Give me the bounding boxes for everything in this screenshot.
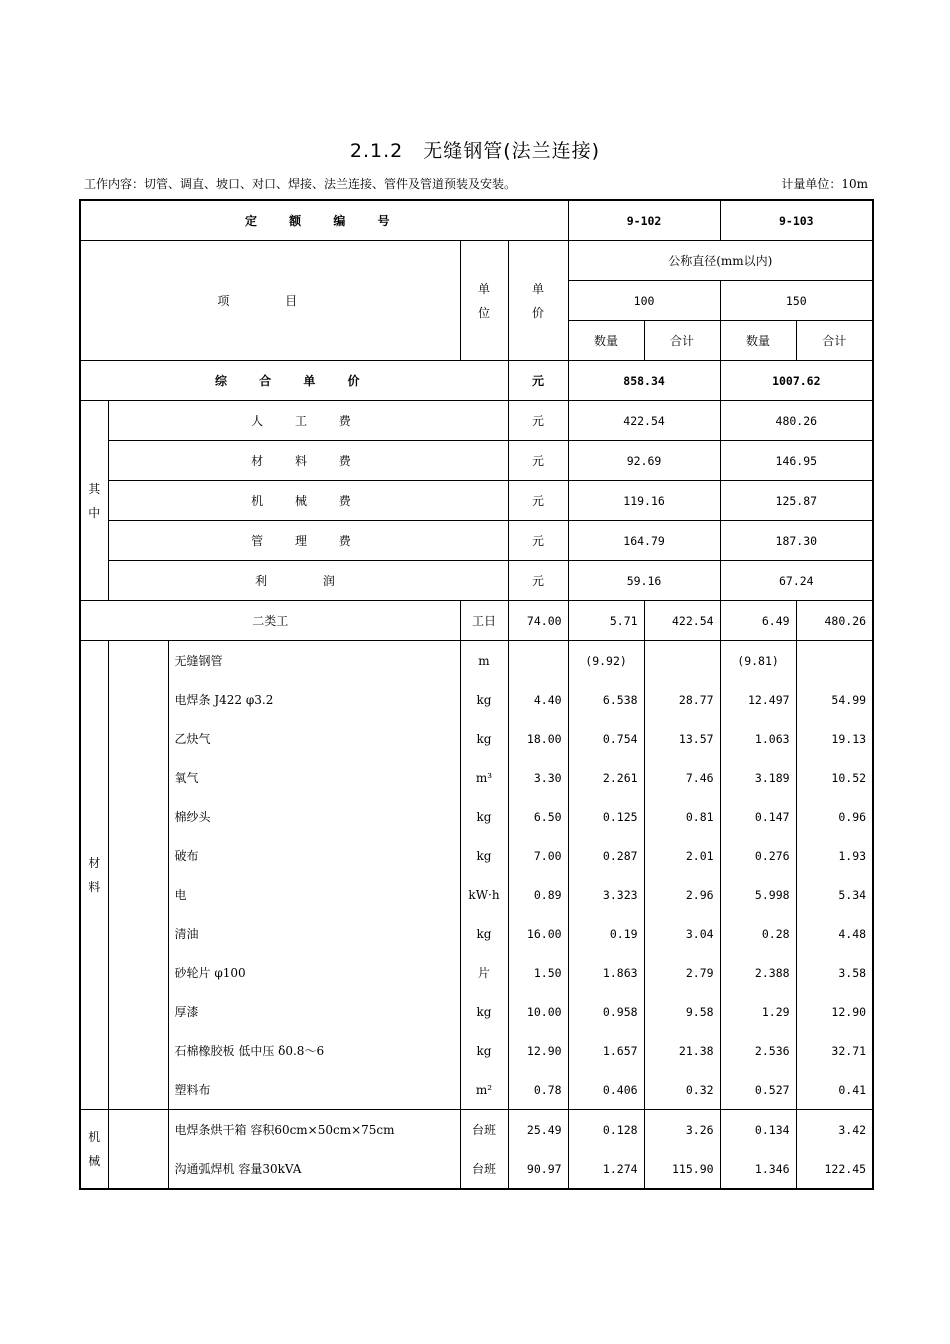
breakdown-unit: 元 [508,441,568,481]
item-sum-2: 4.48 [796,914,873,953]
material-row [80,953,873,992]
breakdown-group-label: 其中 [80,401,108,601]
item-qty-2: 1.063 [720,719,796,758]
item-qty-1: 2.261 [568,758,644,797]
breakdown-value: 164.79 [568,521,720,561]
breakdown-label: 管 理 费 [108,521,508,561]
item-sum-2: 1.93 [796,836,873,875]
item-unit: kg [460,914,508,953]
measure-unit: 计量单位：10m [781,177,868,191]
item-price: 16.00 [508,914,568,953]
materials-spacer [108,641,168,1110]
qty-label: 数量 [720,321,796,361]
materials-group-label: 材料 [80,641,108,1110]
code-9-103: 9-103 [720,200,873,241]
item-sum-2: 54.99 [796,680,873,719]
item-qty-2: 0.147 [720,797,796,836]
item-label: 项 目 [80,241,460,361]
labor-qty-1: 5.71 [568,601,644,641]
item-sum-1: 0.81 [644,797,720,836]
item-name: 电 [168,875,460,914]
labor-sum-2: 480.26 [796,601,873,641]
item-name: 电焊条 J422 φ3.2 [168,680,460,719]
breakdown-value: 125.87 [720,481,873,521]
breakdown-value: 67.24 [720,561,873,601]
item-sum-1: 7.46 [644,758,720,797]
labor-label: 二类工 [80,601,460,641]
material-row [80,1070,873,1110]
item-sum-1: 9.58 [644,992,720,1031]
item-qty-1: 0.19 [568,914,644,953]
item-name: 砂轮片 φ100 [168,953,460,992]
item-name: 沟通弧焊机 容量30kVA [168,1149,460,1189]
item-sum-2: 12.90 [796,992,873,1031]
item-qty-1: 0.406 [568,1070,644,1110]
material-row [80,719,873,758]
item-unit: 片 [460,953,508,992]
item-unit: m² [460,1070,508,1110]
item-name: 清油 [168,914,460,953]
item-qty-2: (9.81) [720,641,796,681]
qty-label: 数量 [568,321,644,361]
price-label: 单价 [508,241,568,361]
item-qty-1: 1.863 [568,953,644,992]
item-price: 90.97 [508,1149,568,1189]
item-unit: kg [460,1031,508,1070]
breakdown-label: 利 润 [108,561,508,601]
item-qty-1: 0.754 [568,719,644,758]
item-unit: 台班 [460,1110,508,1150]
quota-no-label: 定 额 编 号 [80,200,568,241]
machinery-row [80,1110,873,1150]
unit-label: 单位 [460,241,508,361]
item-sum-2: 32.71 [796,1031,873,1070]
item-price: 4.40 [508,680,568,719]
material-row [80,992,873,1031]
item-sum-1: 13.57 [644,719,720,758]
breakdown-row [80,401,873,441]
item-unit: kg [460,992,508,1031]
item-sum-1: 115.90 [644,1149,720,1189]
item-unit: 台班 [460,1149,508,1189]
item-qty-2: 0.134 [720,1110,796,1150]
material-row [80,914,873,953]
item-sum-2: 0.41 [796,1070,873,1110]
item-qty-2: 12.497 [720,680,796,719]
item-qty-2: 1.29 [720,992,796,1031]
breakdown-value: 146.95 [720,441,873,481]
item-unit: kW·h [460,875,508,914]
item-qty-2: 2.536 [720,1031,796,1070]
total-value-1: 858.34 [568,361,720,401]
header-row-codes [80,200,873,241]
breakdown-value: 59.16 [568,561,720,601]
item-price: 1.50 [508,953,568,992]
item-qty-2: 0.527 [720,1070,796,1110]
item-qty-1: 0.128 [568,1110,644,1150]
breakdown-value: 119.16 [568,481,720,521]
breakdown-unit: 元 [508,401,568,441]
item-price: 0.78 [508,1070,568,1110]
diameter-150: 150 [720,281,873,321]
item-name: 棉纱头 [168,797,460,836]
item-sum-2 [796,641,873,681]
code-9-102: 9-102 [568,200,720,241]
item-qty-1: 3.323 [568,875,644,914]
item-name: 无缝钢管 [168,641,460,681]
item-price: 0.89 [508,875,568,914]
breakdown-value: 187.30 [720,521,873,561]
breakdown-row [80,521,873,561]
quota-table [79,199,874,1190]
item-name: 乙炔气 [168,719,460,758]
item-sum-1: 3.26 [644,1110,720,1150]
item-qty-1: 6.538 [568,680,644,719]
labor-qty-2: 6.49 [720,601,796,641]
item-price: 7.00 [508,836,568,875]
item-sum-2: 3.58 [796,953,873,992]
item-price [508,641,568,681]
labor-price: 74.00 [508,601,568,641]
breakdown-unit: 元 [508,481,568,521]
total-unit: 元 [508,361,568,401]
item-name: 氧气 [168,758,460,797]
diameter-100: 100 [568,281,720,321]
item-price: 3.30 [508,758,568,797]
item-name: 塑料布 [168,1070,460,1110]
item-sum-1: 3.04 [644,914,720,953]
item-name: 破布 [168,836,460,875]
item-sum-1: 0.32 [644,1070,720,1110]
item-qty-1: (9.92) [568,641,644,681]
item-sum-1 [644,641,720,681]
item-qty-1: 0.125 [568,797,644,836]
item-unit: kg [460,836,508,875]
item-qty-2: 0.28 [720,914,796,953]
item-name: 电焊条烘干箱 容积60cm×50cm×75cm [168,1110,460,1150]
item-unit: kg [460,680,508,719]
total-label: 综 合 单 价 [80,361,508,401]
item-sum-2: 3.42 [796,1110,873,1150]
breakdown-label: 材 料 费 [108,441,508,481]
sum-label: 合计 [796,321,873,361]
material-row [80,758,873,797]
item-sum-1: 2.79 [644,953,720,992]
labor-unit: 工日 [460,601,508,641]
breakdown-value: 92.69 [568,441,720,481]
item-sum-2: 122.45 [796,1149,873,1189]
breakdown-label: 机 械 费 [108,481,508,521]
material-row [80,875,873,914]
sum-label: 合计 [644,321,720,361]
machinery-row [80,1149,873,1189]
total-value-2: 1007.62 [720,361,873,401]
item-qty-1: 0.958 [568,992,644,1031]
item-qty-2: 1.346 [720,1149,796,1189]
material-row [80,680,873,719]
machinery-spacer [108,1110,168,1190]
item-unit: kg [460,797,508,836]
item-sum-1: 21.38 [644,1031,720,1070]
item-sum-2: 19.13 [796,719,873,758]
breakdown-row [80,481,873,521]
breakdown-label: 人 工 费 [108,401,508,441]
item-sum-1: 28.77 [644,680,720,719]
item-qty-1: 1.274 [568,1149,644,1189]
item-price: 6.50 [508,797,568,836]
item-sum-2: 0.96 [796,797,873,836]
item-price: 18.00 [508,719,568,758]
item-qty-2: 2.388 [720,953,796,992]
item-qty-2: 0.276 [720,836,796,875]
total-row [80,361,873,401]
labor-row [80,601,873,641]
item-price: 12.90 [508,1031,568,1070]
breakdown-value: 480.26 [720,401,873,441]
breakdown-row [80,441,873,481]
item-unit: m [460,641,508,681]
item-unit: kg [460,719,508,758]
material-row [80,797,873,836]
item-qty-1: 0.287 [568,836,644,875]
material-row [80,1031,873,1070]
machinery-group-label: 机械 [80,1110,108,1190]
breakdown-row [80,561,873,601]
material-row [80,836,873,875]
page-title: 2.1.2 无缝钢管(法兰连接) [349,140,601,162]
item-sum-2: 10.52 [796,758,873,797]
item-name: 厚漆 [168,992,460,1031]
breakdown-value: 422.54 [568,401,720,441]
breakdown-unit: 元 [508,561,568,601]
item-sum-1: 2.96 [644,875,720,914]
work-content: 工作内容：切管、调直、坡口、对口、焊接、法兰连接、管件及管道预装及安装。 [84,177,517,191]
item-sum-2: 5.34 [796,875,873,914]
item-price: 25.49 [508,1110,568,1150]
diameter-label: 公称直径(mm以内) [568,241,873,281]
item-qty-2: 3.189 [720,758,796,797]
item-name: 石棉橡胶板 低中压 δ0.8～6 [168,1031,460,1070]
item-qty-1: 1.657 [568,1031,644,1070]
labor-sum-1: 422.54 [644,601,720,641]
material-row [80,641,873,681]
breakdown-unit: 元 [508,521,568,561]
item-price: 10.00 [508,992,568,1031]
item-unit: m³ [460,758,508,797]
item-qty-2: 5.998 [720,875,796,914]
item-sum-1: 2.01 [644,836,720,875]
